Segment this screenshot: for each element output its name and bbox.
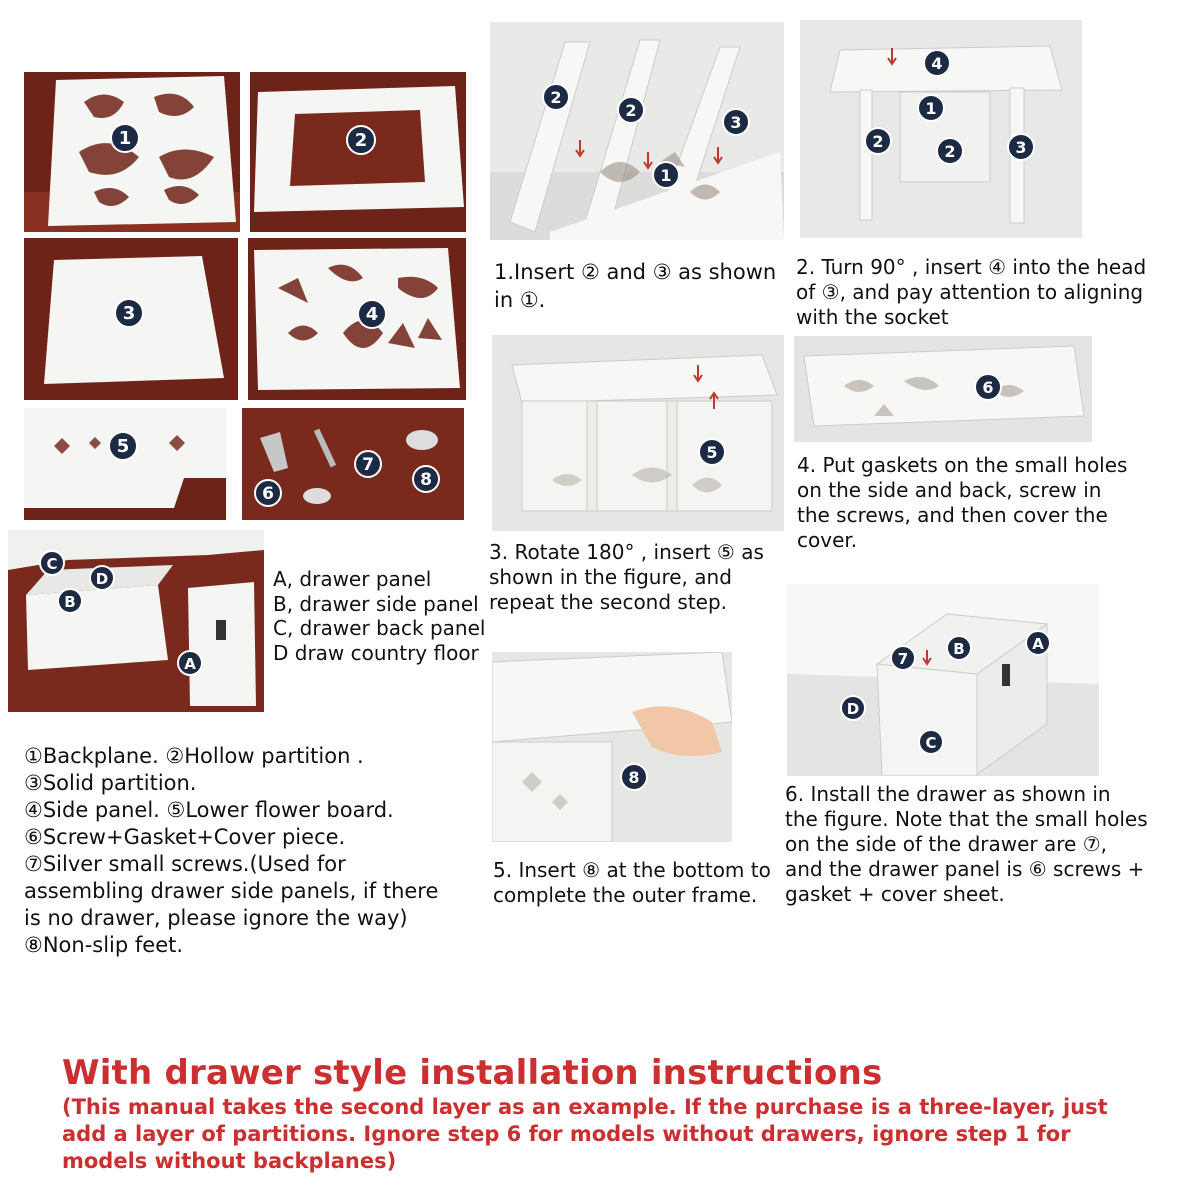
parts-legend-line: ⑧Non-slip feet. (24, 933, 184, 957)
drawer-legend-c: C, drawer back panel (273, 616, 486, 640)
parts-legend-line: ④Side panel. ⑤Lower flower board. (24, 798, 394, 822)
step-3-text (489, 540, 784, 615)
svg-text:3: 3 (1015, 138, 1027, 157)
svg-text:3: 3 (730, 113, 742, 132)
parts-legend-line: ③Solid partition. (24, 771, 197, 795)
step-2-text (796, 255, 1176, 330)
step-line: 6. Install the drawer as shown in (785, 782, 1111, 806)
part-1-backplane-photo (24, 72, 240, 232)
svg-text:5: 5 (706, 443, 718, 462)
parts-legend-line: ⑦Silver small screws.(Used for (24, 852, 346, 876)
svg-text:D: D (846, 700, 860, 718)
parts-legend-line: is no drawer, please ignore the way) (24, 906, 408, 930)
svg-text:7: 7 (897, 650, 909, 668)
parts-legend (24, 743, 484, 959)
step-line: of ③, and pay attention to aligning (796, 280, 1144, 304)
svg-text:2: 2 (625, 101, 637, 120)
step-6-photo (787, 584, 1099, 776)
step-1-photo (490, 22, 784, 240)
svg-text:8: 8 (420, 470, 432, 490)
step-line: gasket + cover sheet. (785, 882, 1005, 906)
svg-text:6: 6 (982, 378, 994, 397)
step-2-photo (800, 20, 1082, 238)
step-line: on the side of the drawer are ⑦, (785, 832, 1108, 856)
badge-D: D (95, 570, 109, 588)
svg-text:2: 2 (354, 130, 368, 151)
step-line: 4. Put gaskets on the small holes (797, 453, 1128, 477)
svg-text:A: A (1032, 635, 1044, 653)
part-4-side-panel-photo (248, 238, 466, 400)
svg-text:5: 5 (116, 436, 130, 457)
step-6-text (785, 782, 1165, 907)
svg-text:1: 1 (925, 99, 937, 118)
drawer-legend (273, 567, 488, 665)
step-line: 2. Turn 90° , insert ④ into the head (796, 255, 1147, 279)
badge-B: B (64, 593, 76, 611)
instructions-note: (This manual takes the second layer as an example. If the purchase is a three-layer, just add a layer of partitions. Ignore step 6 for models without drawers, ignore step 1 for models without backplanes) (62, 1095, 1108, 1173)
part-3-solid-partition-photo (24, 238, 238, 400)
instructions-title: With drawer style installation instructions (62, 1053, 883, 1093)
badge-C: C (46, 555, 58, 573)
step-line: repeat the second step. (489, 590, 728, 614)
svg-text:4: 4 (365, 304, 379, 325)
svg-text:2: 2 (944, 142, 956, 161)
step-5-text (493, 858, 783, 908)
svg-text:2: 2 (550, 88, 562, 107)
drawer-legend-a: A, drawer panel (273, 567, 432, 591)
step-line: in ①. (494, 288, 546, 312)
parts-legend-line: ①Backplane. ②Hollow partition . (24, 744, 364, 768)
step-line: the screws, and then cover the (797, 503, 1108, 527)
step-line: 5. Insert ⑧ at the bottom to (493, 858, 771, 882)
badge-A: A (184, 655, 196, 673)
step-5-photo (492, 652, 732, 842)
drawer-legend-d: D draw country floor (273, 640, 479, 665)
svg-text:2: 2 (872, 132, 884, 151)
drawer-parts-photo (8, 530, 264, 712)
step-line: the figure. Note that the small holes (785, 807, 1148, 831)
step-line: 1.Insert ② and ③ as shown (494, 260, 777, 284)
svg-text:4: 4 (931, 54, 943, 73)
svg-text:3: 3 (122, 303, 136, 324)
svg-text:6: 6 (262, 484, 274, 504)
step-1-text (494, 258, 794, 314)
part-6-7-8-hardware-photo (242, 408, 464, 520)
svg-text:B: B (953, 640, 965, 658)
step-4-text (797, 453, 1157, 553)
step-line: complete the outer frame. (493, 883, 758, 907)
drawer-legend-b: B, drawer side panel (273, 591, 479, 616)
step-line: cover. (797, 528, 858, 552)
svg-text:C: C (925, 734, 937, 752)
svg-text:8: 8 (628, 768, 640, 787)
part-5-lower-flower-board-photo (24, 408, 226, 520)
parts-legend-line: ⑥Screw+Gasket+Cover piece. (24, 825, 346, 849)
step-line: with the socket (796, 305, 949, 329)
step-4-photo (794, 336, 1092, 442)
svg-text:7: 7 (362, 455, 374, 475)
badge-1: 1 (118, 128, 132, 149)
step-line: on the side and back, screw in (797, 478, 1102, 502)
parts-legend-line: assembling drawer side panels, if there (24, 879, 439, 903)
step-line: shown in the figure, and (489, 565, 732, 589)
part-2-hollow-partition-photo (250, 72, 466, 232)
step-3-photo (492, 335, 784, 531)
svg-text:1: 1 (660, 166, 672, 185)
step-line: and the drawer panel is ⑥ screws + (785, 857, 1145, 881)
step-line: 3. Rotate 180° , insert ⑤ as (489, 540, 764, 564)
